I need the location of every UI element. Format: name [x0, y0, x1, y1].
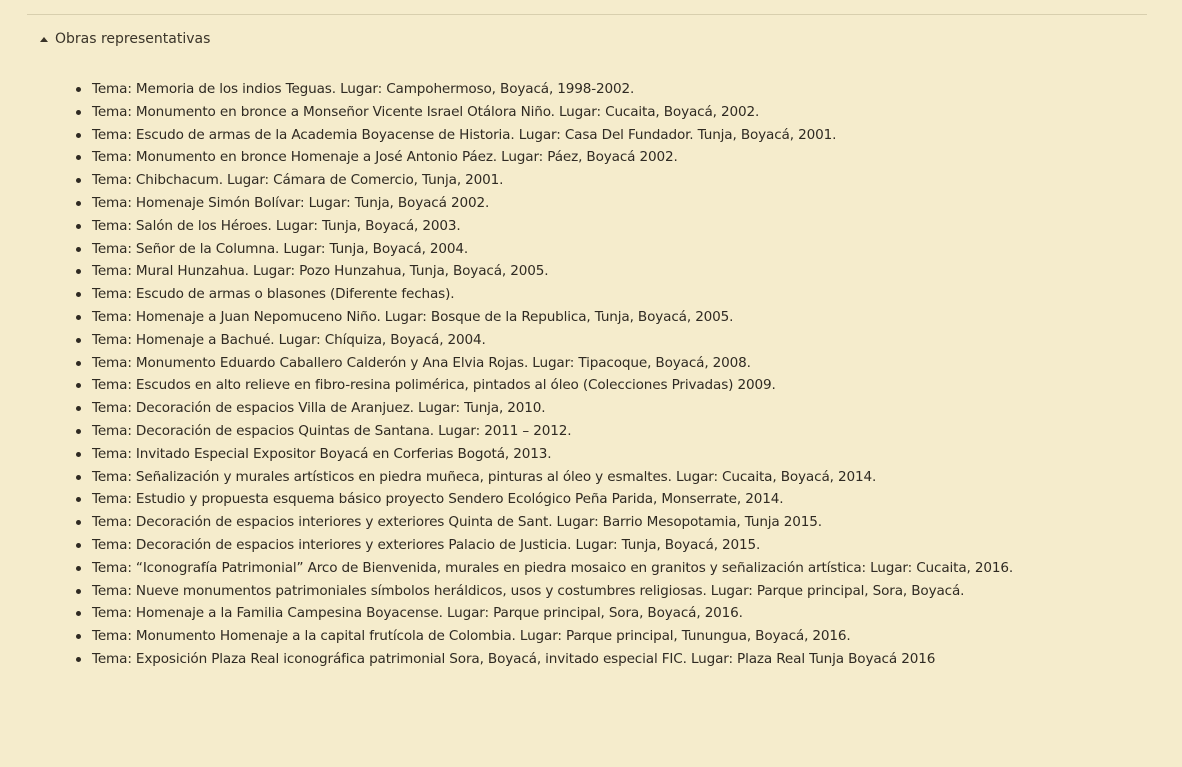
list-item-text: Tema: “Iconografía Patrimonial” Arco de Bienvenida, murales en piedra mosaico en granitos y señalización artística: Lugar: Cucaita, 2016. — [92, 559, 1014, 576]
list-item-text: Tema: Señalización y murales artísticos en piedra muñeca, pinturas al óleo y esmaltes. Lugar: Cucaita, Boyacá, 2014. — [92, 468, 877, 485]
list-item — [92, 306, 1122, 329]
list-item-text: Tema: Monumento en bronce a Monseñor Vicente Israel Otálora Niño. Lugar: Cucaita, Boyacá, 2002. — [92, 103, 760, 120]
list-item — [92, 602, 1122, 625]
bullet-icon — [76, 406, 81, 411]
list-item — [92, 648, 1122, 671]
bullet-icon — [76, 315, 81, 320]
list-item-text: Tema: Chibchacum. Lugar: Cámara de Comercio, Tunja, 2001. — [92, 172, 504, 189]
list-item — [92, 260, 1122, 283]
list-item — [92, 534, 1122, 557]
list-item-text: Tema: Decoración de espacios interiores y exteriores Palacio de Justicia. Lugar: Tunja, Boyacá, 2015. — [92, 536, 761, 553]
list-item — [92, 488, 1122, 511]
list-item — [92, 215, 1122, 238]
list-item-text: Tema: Decoración de espacios Villa de Aranjuez. Lugar: Tunja, 2010. — [92, 400, 546, 417]
bullet-icon — [76, 247, 81, 252]
obras-section-toggle[interactable] — [40, 31, 210, 47]
list-item — [92, 169, 1122, 192]
list-item-text: Tema: Salón de los Héroes. Lugar: Tunja, Boyacá, 2003. — [92, 217, 461, 234]
list-item — [92, 420, 1122, 443]
list-item — [92, 329, 1122, 352]
list-item-text: Tema: Escudo de armas o blasones (Diferente fechas). — [92, 286, 455, 303]
list-item — [92, 511, 1122, 534]
bullet-icon — [76, 292, 81, 297]
bullet-icon — [76, 543, 81, 548]
list-item — [92, 124, 1122, 147]
list-item — [92, 557, 1122, 580]
bullet-icon — [76, 155, 81, 160]
list-item-text: Tema: Homenaje a Bachué. Lugar: Chíquiza, Boyacá, 2004. — [92, 331, 486, 348]
list-item-text: Tema: Decoración de espacios Quintas de Santana. Lugar: 2011 – 2012. — [92, 422, 572, 439]
works-list — [0, 78, 1122, 671]
bullet-icon — [76, 383, 81, 388]
list-item — [92, 146, 1122, 169]
list-item-text: Tema: Invitado Especial Expositor Boyacá en Corferias Bogotá, 2013. — [92, 445, 552, 462]
list-item — [92, 283, 1122, 306]
list-item-text: Tema: Nueve monumentos patrimoniales símbolos heráldicos, usos y costumbres religiosas. Lugar: Parque principal, Sora, Boyacá. — [92, 582, 965, 599]
list-item-text: Tema: Mural Hunzahua. Lugar: Pozo Hunzahua, Tunja, Boyacá, 2005. — [92, 263, 549, 280]
bullet-icon — [76, 269, 81, 274]
list-item — [92, 580, 1122, 603]
bullet-icon — [76, 475, 81, 480]
caret-up-icon[interactable] — [40, 37, 48, 42]
list-item — [92, 352, 1122, 375]
list-item-text: Tema: Exposición Plaza Real iconográfica patrimonial Sora, Boyacá, invitado especial FIC. Lugar: Plaza Real Tunja Boyacá 2016 — [92, 650, 936, 667]
bullet-icon — [76, 178, 81, 183]
bullet-icon — [76, 201, 81, 206]
bullet-icon — [76, 611, 81, 616]
list-item — [92, 374, 1122, 397]
section-divider — [27, 14, 1147, 15]
list-item-text: Tema: Monumento en bronce Homenaje a José Antonio Páez. Lugar: Páez, Boyacá 2002. — [92, 149, 678, 166]
list-item — [92, 192, 1122, 215]
bullet-icon — [76, 497, 81, 502]
list-item — [92, 625, 1122, 648]
bullet-icon — [76, 133, 81, 138]
bullet-icon — [76, 110, 81, 115]
bullet-icon — [76, 87, 81, 92]
list-item-text: Tema: Monumento Homenaje a la capital frutícola de Colombia. Lugar: Parque principal, Tunungua, Boyacá, 2016. — [92, 628, 851, 645]
bullet-icon — [76, 634, 81, 639]
list-item-text: Tema: Señor de la Columna. Lugar: Tunja, Boyacá, 2004. — [92, 240, 469, 257]
bullet-icon — [76, 589, 81, 594]
bullet-icon — [76, 224, 81, 229]
list-item — [92, 78, 1122, 101]
list-item-text: Tema: Monumento Eduardo Caballero Calderón y Ana Elvia Rojas. Lugar: Tipacoque, Boyacá, 2008. — [92, 354, 751, 371]
list-item — [92, 101, 1122, 124]
list-item — [92, 238, 1122, 261]
list-item-text: Tema: Homenaje a la Familia Campesina Boyacense. Lugar: Parque principal, Sora, Boyacá, 2016. — [92, 605, 743, 622]
bullet-icon — [76, 657, 81, 662]
list-item — [92, 466, 1122, 489]
bullet-icon — [76, 361, 81, 366]
bullet-icon — [76, 566, 81, 571]
section-title: Obras representativas — [55, 31, 211, 47]
list-item — [92, 443, 1122, 466]
list-item — [92, 397, 1122, 420]
bullet-icon — [76, 338, 81, 343]
list-item-text: Tema: Escudo de armas de la Academia Boyacense de Historia. Lugar: Casa Del Fundador. Tunja, Boyacá, 2001. — [92, 126, 837, 143]
bullet-icon — [76, 520, 81, 525]
bullet-icon — [76, 452, 81, 457]
list-item-text: Tema: Estudio y propuesta esquema básico proyecto Sendero Ecológico Peña Parida, Monserrate, 2014. — [92, 491, 784, 508]
bullet-icon — [76, 429, 81, 434]
list-item-text: Tema: Decoración de espacios interiores y exteriores Quinta de Sant. Lugar: Barrio Mesopotamia, Tunja 2015. — [92, 514, 822, 531]
list-item-text: Tema: Escudos en alto relieve en fibro-resina polimérica, pintados al óleo (Colecciones Privadas) 2009. — [92, 377, 776, 394]
list-item-text: Tema: Homenaje Simón Bolívar: Lugar: Tunja, Boyacá 2002. — [92, 194, 490, 211]
list-item-text: Tema: Memoria de los indios Teguas. Lugar: Campohermoso, Boyacá, 1998-2002. — [92, 81, 635, 97]
list-item-text: Tema: Homenaje a Juan Nepomuceno Niño. Lugar: Bosque de la Republica, Tunja, Boyacá, 2005. — [92, 308, 734, 325]
